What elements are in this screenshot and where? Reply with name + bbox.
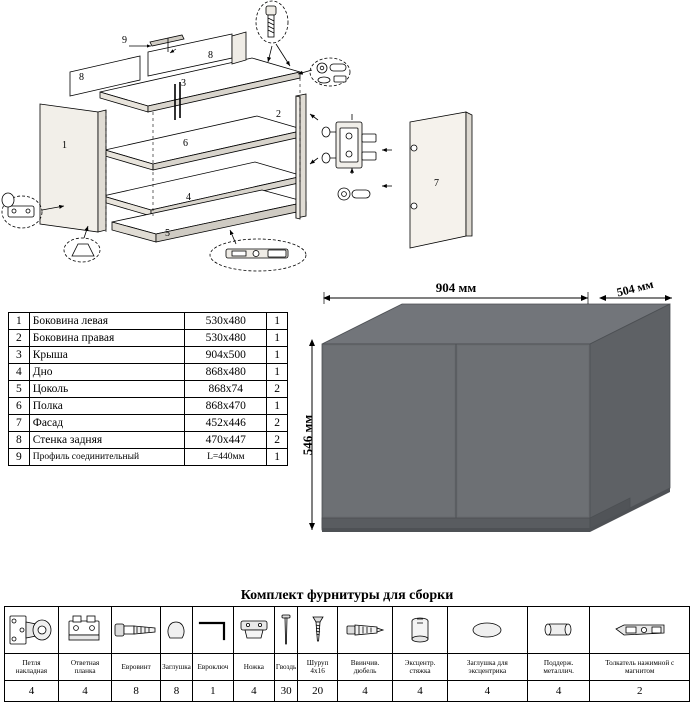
- part-no: 3: [9, 347, 30, 364]
- part-no: 9: [9, 449, 30, 466]
- part-size: 904х500: [185, 347, 267, 364]
- callout-5: 5: [165, 228, 170, 239]
- hardware-icon-cell: [447, 607, 527, 654]
- cap-icon: [162, 616, 190, 644]
- screw-icon: [311, 613, 325, 647]
- hardware-icon-cell: [337, 607, 392, 654]
- part-qty: 1: [267, 347, 288, 364]
- hardware-count: 1: [192, 681, 233, 702]
- hinge-icon: [8, 612, 54, 648]
- table-row: [9, 330, 288, 347]
- hardware-count: 4: [58, 681, 111, 702]
- part-size: 868х74: [185, 381, 267, 398]
- hardware-icon-cell: [393, 607, 448, 654]
- hardware-icon-cell: [161, 607, 193, 654]
- table-row: [9, 432, 288, 449]
- parts-list-table: [8, 312, 288, 466]
- part-no: 8: [9, 432, 30, 449]
- table-row: [9, 449, 288, 466]
- part-qty: 2: [267, 415, 288, 432]
- hardware-kit-title: Комплект фурнитуры для сборки: [240, 588, 454, 603]
- hardware-count: 4: [233, 681, 274, 702]
- cam-icon: [406, 613, 434, 647]
- callout-4: 4: [186, 192, 191, 203]
- dimension-width: 904 мм: [435, 280, 477, 295]
- hardware-count: 30: [274, 681, 297, 702]
- hardware-label: Ножка: [233, 654, 274, 681]
- hardware-icon-cell: [58, 607, 111, 654]
- part-size: 530х480: [185, 330, 267, 347]
- hardware-count: 4: [5, 681, 59, 702]
- part-qty: 1: [267, 398, 288, 415]
- part-qty: 1: [267, 313, 288, 330]
- callout-9: 9: [122, 35, 127, 46]
- hardware-icon-cell: [192, 607, 233, 654]
- allen-key-icon: [194, 615, 232, 645]
- nail-icon: [279, 612, 293, 648]
- part-qty: 1: [267, 364, 288, 381]
- part-no: 6: [9, 398, 30, 415]
- hardware-count: 4: [393, 681, 448, 702]
- hardware-label: Шуруп 4х16: [298, 654, 338, 681]
- hardware-count: 4: [527, 681, 590, 702]
- part-qty: 2: [267, 381, 288, 398]
- part-no: 5: [9, 381, 30, 398]
- magnet-catch-icon: [612, 619, 668, 641]
- part-size: 868х480: [185, 364, 267, 381]
- callout-8a: 8: [79, 72, 84, 83]
- part-qty: 2: [267, 432, 288, 449]
- part-no: 7: [9, 415, 30, 432]
- part-name: Дно: [29, 364, 185, 381]
- part-size: 530х480: [185, 313, 267, 330]
- callout-6: 6: [183, 138, 188, 149]
- callout-2: 2: [276, 109, 281, 120]
- hardware-count: 8: [161, 681, 193, 702]
- callout-8b: 8: [208, 50, 213, 61]
- callout-7: 7: [434, 178, 439, 189]
- hardware-count: 2: [590, 681, 690, 702]
- part-name: Стенка задняя: [29, 432, 185, 449]
- part-size: 868х470: [185, 398, 267, 415]
- foot-icon: [235, 617, 273, 643]
- hardware-label: Эксцентр. стяжка: [393, 654, 448, 681]
- part-no: 4: [9, 364, 30, 381]
- dimension-depth: 504 мм: [615, 280, 655, 300]
- hardware-icon-cell: [527, 607, 590, 654]
- hardware-label: Ответная планка: [58, 654, 111, 681]
- table-row: [9, 415, 288, 432]
- hardware-count: 20: [298, 681, 338, 702]
- hardware-label: Ввинчив. дюбель: [337, 654, 392, 681]
- hardware-label: Петля накладная: [5, 654, 59, 681]
- table-row: [9, 398, 288, 415]
- cabinet-3d-view: [300, 280, 694, 570]
- hardware-label: Поддерж. металлич.: [527, 654, 590, 681]
- dimension-height: 546 мм: [300, 414, 315, 456]
- hardware-icon-cell: [298, 607, 338, 654]
- hardware-kit-table: [4, 606, 690, 702]
- shelf-support-icon: [542, 619, 576, 641]
- hardware-icon-cell: [233, 607, 274, 654]
- hardware-label: Евровинт: [112, 654, 161, 681]
- part-name: Фасад: [29, 415, 185, 432]
- part-no: 1: [9, 313, 30, 330]
- hardware-label: Гвоздь: [274, 654, 297, 681]
- part-size: 470х447: [185, 432, 267, 449]
- part-qty: 1: [267, 449, 288, 466]
- hardware-count: 8: [112, 681, 161, 702]
- hardware-label: Толкатель нажимной с магнитом: [590, 654, 690, 681]
- part-no: 2: [9, 330, 30, 347]
- hardware-label: Заглушка: [161, 654, 193, 681]
- part-qty: 1: [267, 330, 288, 347]
- hardware-icon-cell: [112, 607, 161, 654]
- cam-cap-icon: [470, 620, 504, 640]
- part-name: Боковина левая: [29, 313, 185, 330]
- hardware-icon-cell: [5, 607, 59, 654]
- hardware-icon-cell: [590, 607, 690, 654]
- mounting-plate-icon: [65, 613, 105, 647]
- table-row: [9, 347, 288, 364]
- part-size: L=440мм: [185, 449, 267, 466]
- hardware-count: 4: [337, 681, 392, 702]
- table-row: [9, 381, 288, 398]
- hardware-count: 4: [447, 681, 527, 702]
- part-name: Профиль соединительный: [29, 449, 185, 466]
- table-row: [9, 313, 288, 330]
- callout-1: 1: [62, 140, 67, 151]
- callout-3: 3: [181, 78, 186, 89]
- table-row: [9, 364, 288, 381]
- part-name: Цоколь: [29, 381, 185, 398]
- part-name: Боковина правая: [29, 330, 185, 347]
- dowel-icon: [343, 618, 387, 642]
- euroscrew-icon: [113, 618, 159, 642]
- part-name: Крыша: [29, 347, 185, 364]
- part-size: 452х446: [185, 415, 267, 432]
- hardware-label: Евроключ: [192, 654, 233, 681]
- part-name: Полка: [29, 398, 185, 415]
- hardware-label: Заглушка для эксцентрика: [447, 654, 527, 681]
- exploded-assembly-diagram: [0, 0, 694, 290]
- hardware-icon-cell: [274, 607, 297, 654]
